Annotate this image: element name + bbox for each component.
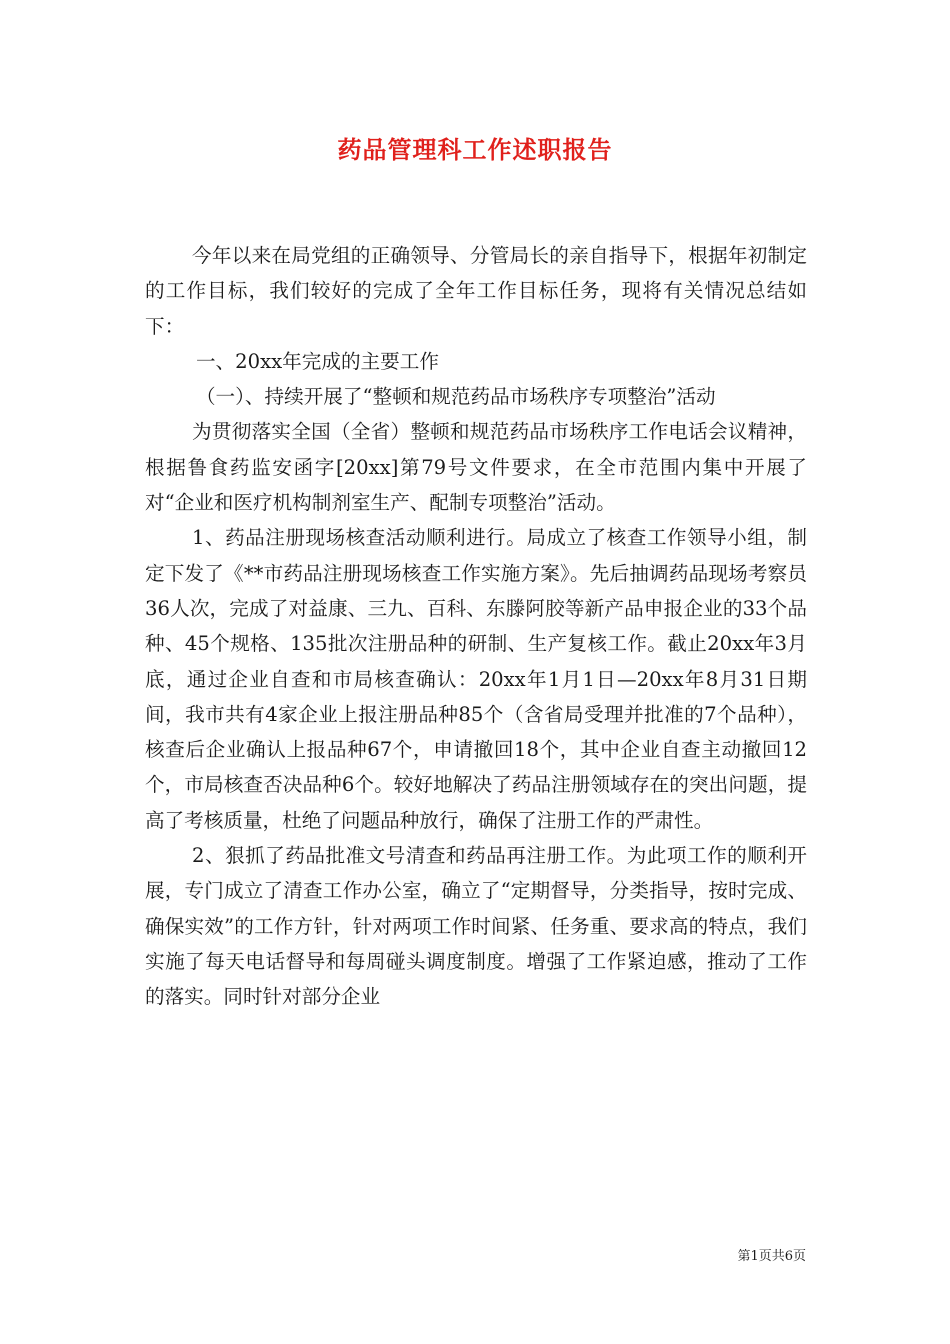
document-title: 药品管理科工作述职报告 xyxy=(337,135,613,164)
document-body xyxy=(145,238,807,1015)
section-heading: 一、20xx年完成的主要工作 xyxy=(195,349,439,373)
body-paragraph: 1、药品注册现场核查活动顺利进行。局成立了核查工作领导小组，制定下发了《**市药品注册现场核查工作实施方案》。先后抽调药品现场考察员36人次，完成了对益康、三九、百科、东滕阿胶等新产品申报企业的33个品种、45个规格、135批次注册品种的研制、生产复核工作。截止20xx年3月底，通过企业自查和市局核查确认：20xx年1月1日—20xx年8月31日期间，我市共有4家企业上报注册品种85个（含省局受理并批准的7个品种），核查后企业确认上报品种67个，申请撤回18个，其中企业自查主动撤回12个，市局核查否决品种6个。较好地解决了药品注册领域存在的突出问题，提高了考核质量，杜绝了问题品种放行，确保了注册工作的严肃性。 xyxy=(145,526,807,832)
intro-paragraph: 今年以来在局党组的正确领导、分管局长的亲自指导下，根据年初制定的工作目标，我们较好的完成了全年工作目标任务，现将有关情况总结如下： xyxy=(145,244,807,338)
page-number: 第1页共6页 xyxy=(737,1249,806,1264)
body-paragraph: 为贯彻落实全国（全省）整顿和规范药品市场秩序工作电话会议精神，根据鲁食药监安函字[20xx]第79号文件要求，在全市范围内集中开展了对“企业和医疗机构制剂室生产、配制专项整治”活动。 xyxy=(145,420,807,515)
subsection-heading: （一）、持续开展了“整顿和规范药品市场秩序专项整治”活动 xyxy=(195,385,716,409)
body-paragraph: 2、狠抓了药品批准文号清查和药品再注册工作。为此项工作的顺利开展，专门成立了清查工作办公室，确立了“定期督导，分类指导，按时完成、确保实效”的工作方针，针对两项工作时间紧、任务重、要求高的特点，我们实施了每天电话督导和每周碰头调度制度。增强了工作紧迫感，推动了工作的落实。同时针对部分企业 xyxy=(145,844,807,1009)
